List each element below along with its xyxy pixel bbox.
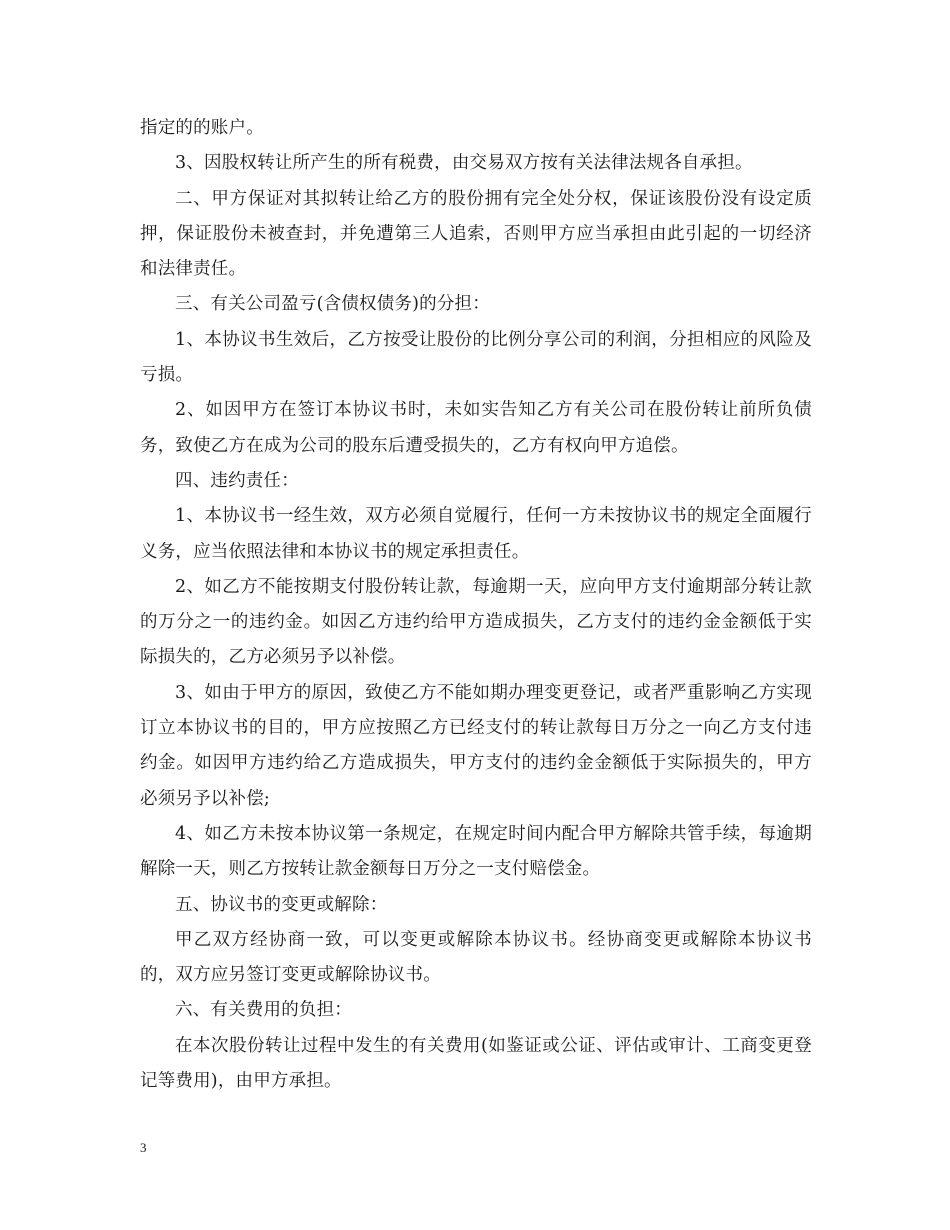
paragraph-section-3-item-2: 2、如因甲方在签订本协议书时，未如实告知乙方有关公司在股份转让前所负债务，致使乙方在成为公司的股东后遭受损失的，乙方有权向甲方追偿。 [140, 400, 812, 456]
heading-section-3-profit-loss: 三、有关公司盈亏(含债权债务)的分担： [175, 294, 490, 315]
paragraph-section-3-item-1: 1、本协议书生效后，乙方按受让股份的比例分享公司的利润，分担相应的风险及亏损。 [140, 329, 812, 386]
paragraph-section-6-body: 在本次股份转让过程中发生的有关费用(如鉴证或公证、评估或审计、工商变更登记等费用)，由甲方承担。 [140, 1035, 812, 1092]
heading-section-6-fees: 六、有关费用的负担： [175, 1000, 352, 1021]
paragraph-section-5-body: 甲乙双方经协商一致，可以变更或解除本协议书。经协商变更或解除本协议书的，双方应另签订变更或解除协议书。 [140, 929, 812, 986]
heading-section-5-change: 五、协议书的变更或解除： [175, 894, 388, 915]
document-body [140, 111, 812, 1099]
paragraph-section-4-item-3: 3、如由于甲方的原因，致使乙方不能如期办理变更登记，或者严重影响乙方实现订立本协议书的目的，甲方应按照乙方已经支付的转让款每日万分之一向乙方支付违约金。如因甲方违约给乙方造成损失，甲方支付的违约金金额低于实际损失的，甲方必须另予以补偿; [140, 682, 812, 809]
paragraph-section-4-item-4: 4、如乙方未按本协议第一条规定，在规定时间内配合甲方解除共管手续，每逾期解除一天，则乙方按转让款金额每日万分之一支付赔偿金。 [140, 823, 812, 880]
paragraph-section-4-item-1: 1、本协议书一经生效，双方必须自觉履行，任何一方未按协议书的规定全面履行义务，应当依照法律和本协议书的规定承担责任。 [140, 506, 812, 562]
heading-section-4-liability: 四、违约责任： [175, 470, 299, 491]
paragraph-tax-burden: 3、因股权转让所产生的所有税费，由交易双方按有关法律法规各自承担。 [175, 153, 753, 174]
paragraph-section-2-guarantee: 二、甲方保证对其拟转让给乙方的股份拥有完全处分权，保证该股份没有设定质押，保证股份未被查封，并免遭第三人追索，否则甲方应当承担由此引起的一切经济和法律责任。 [140, 188, 812, 280]
paragraph-section-4-item-2: 2、如乙方不能按期支付股份转让款，每逾期一天，应向甲方支付逾期部分转让款的万分之一的违约金。如因乙方违约给甲方造成损失，乙方支付的违约金金额低于实际损失的，乙方必须另予以补偿。 [140, 576, 812, 668]
paragraph-continuation: 指定的的账户。 [140, 118, 264, 138]
page-number: 3 [140, 1140, 147, 1155]
